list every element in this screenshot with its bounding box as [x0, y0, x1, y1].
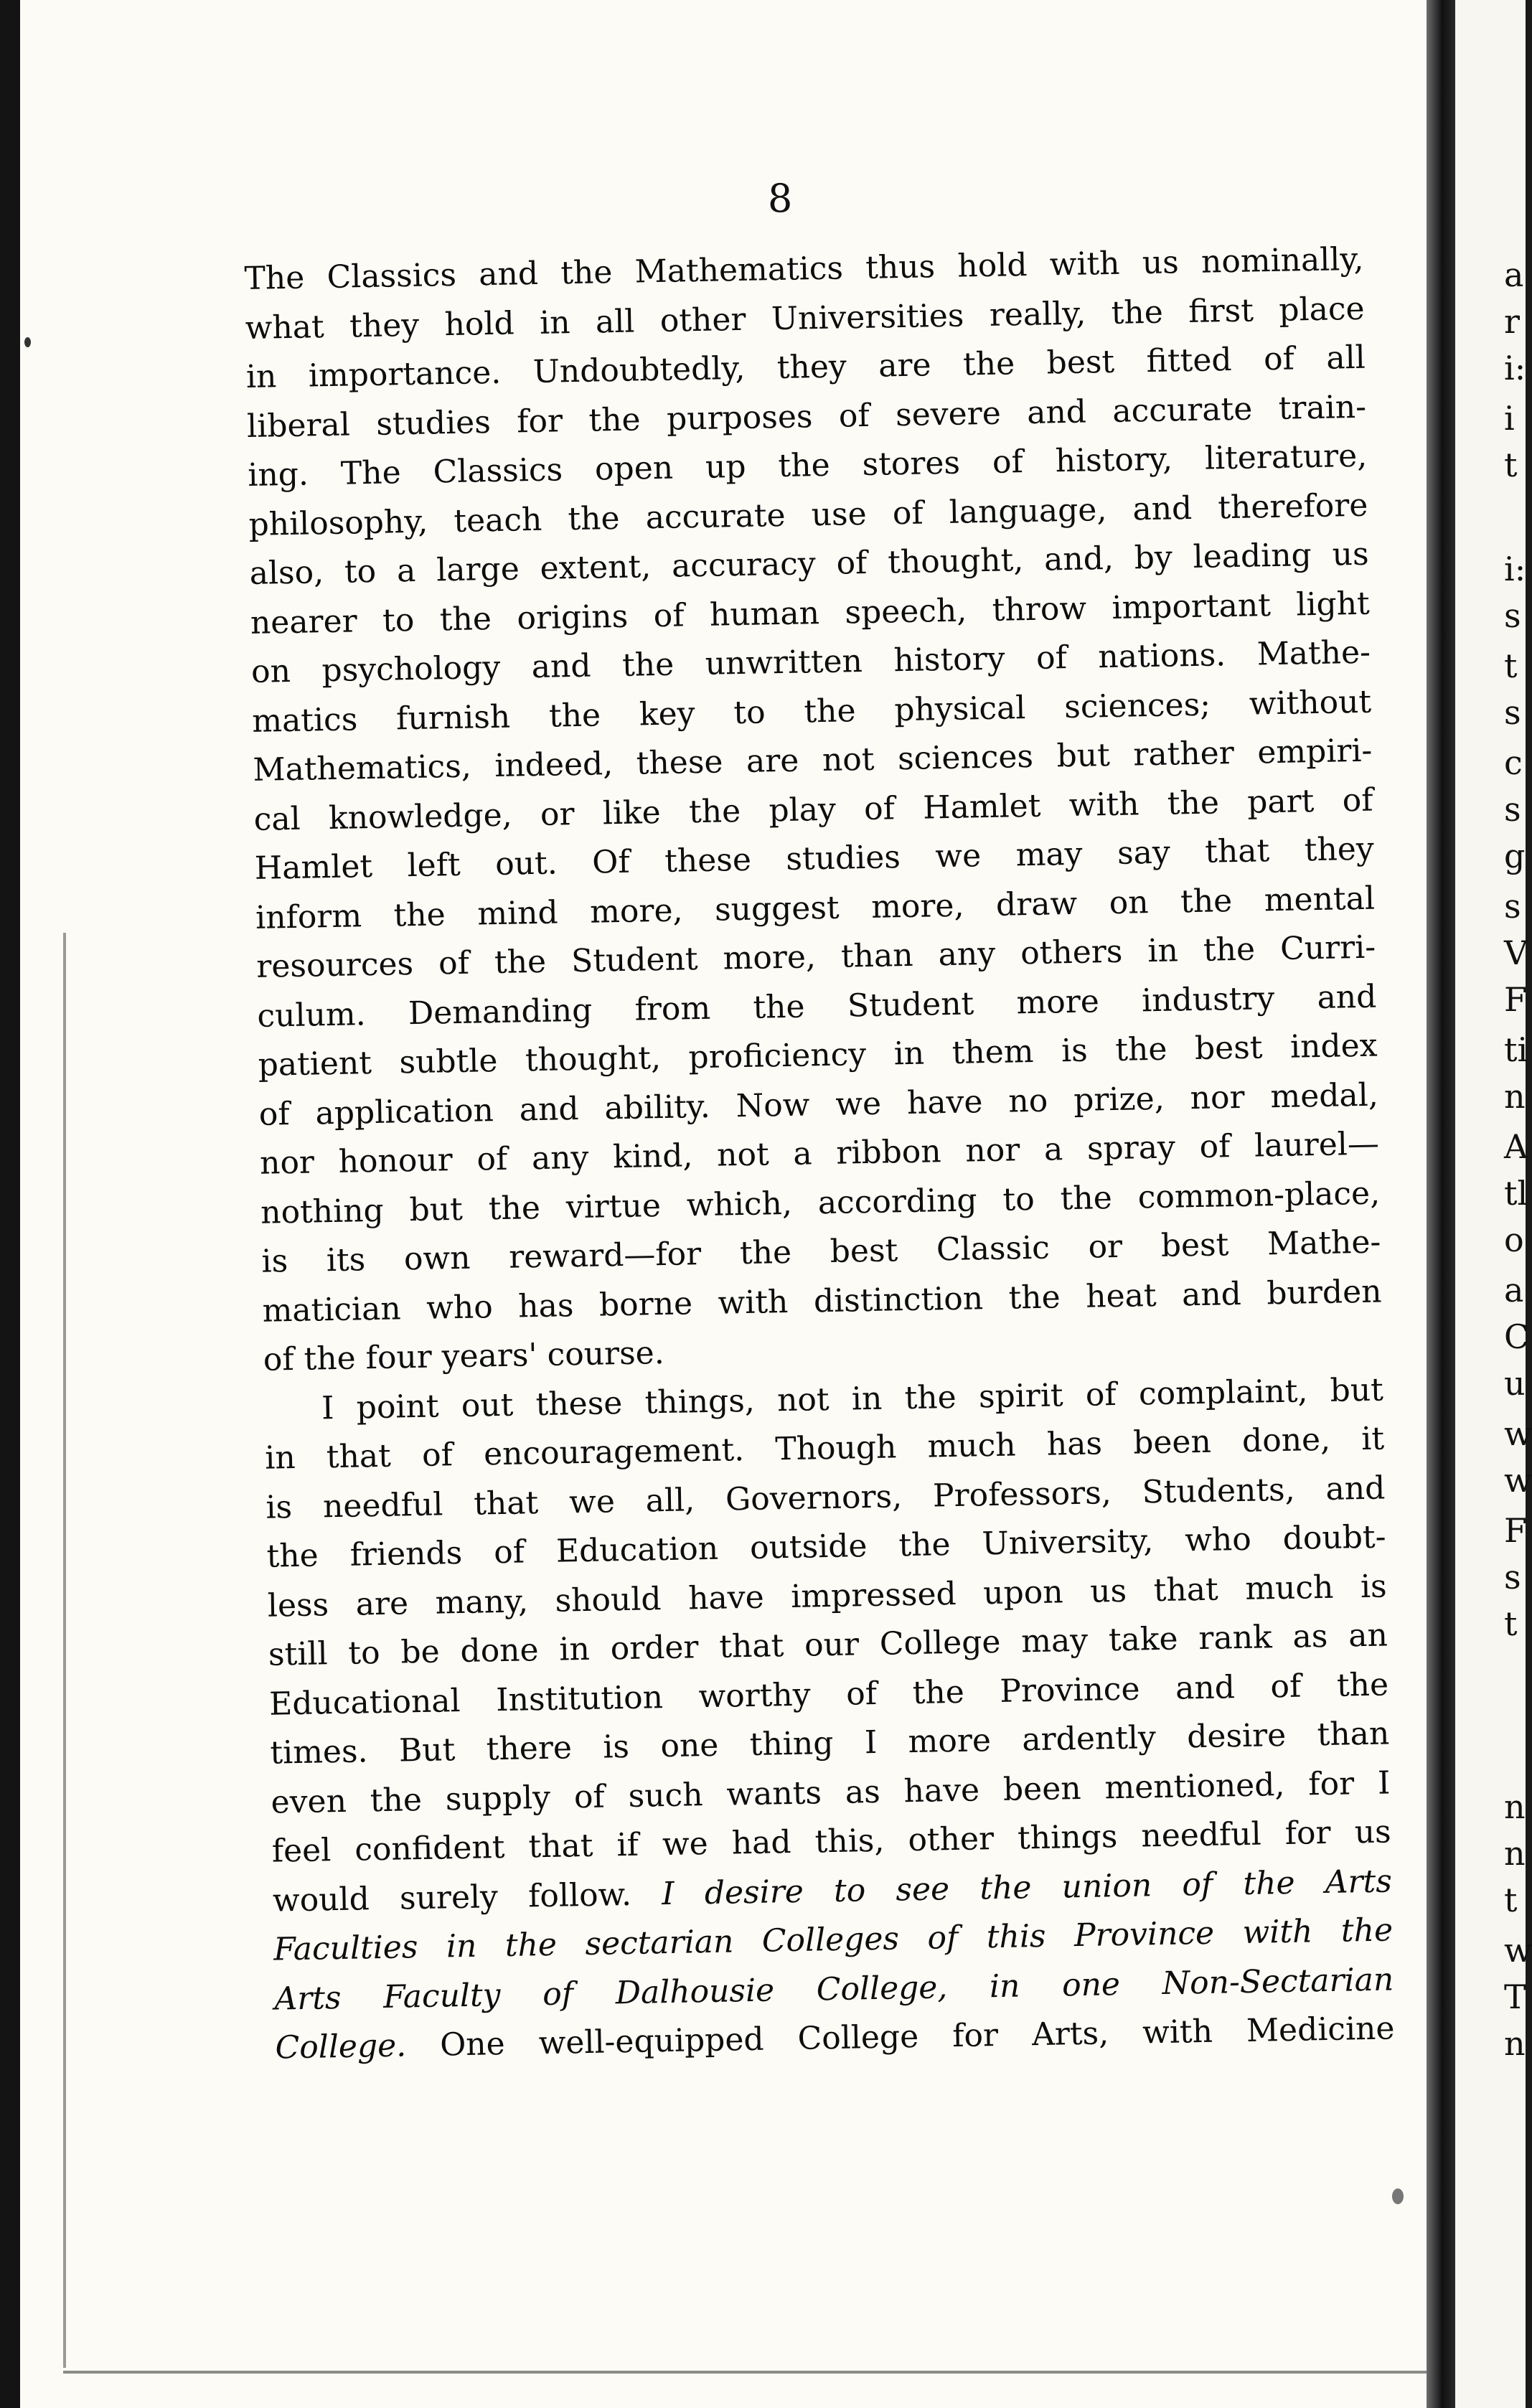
text-line: even the supply of such wants as have been mentioned, for I	[271, 1764, 1391, 1821]
italic-text: College.	[275, 2027, 407, 2066]
text-line: Arts Faculty of Dalhousie College, in one Non-Sectarian	[273, 1960, 1394, 2018]
facing-page-letter: w	[1504, 1461, 1532, 1500]
facing-page-letter: s	[1504, 596, 1521, 635]
facing-page-letter: s	[1504, 693, 1521, 732]
text-line: matics furnish the key to the physical sciences; without	[251, 683, 1372, 740]
text-line: in that of encouragement. Though much has been done, it	[264, 1420, 1385, 1477]
facing-page-letter: s	[1504, 1558, 1521, 1596]
page-number: 8	[768, 176, 793, 221]
text-line: Mathematics, indeed, these are not sciences but rather empiri-	[253, 732, 1373, 789]
facing-page-letter: n	[1504, 1077, 1526, 1116]
paragraph-2	[263, 1365, 1394, 2073]
text-line: The Classics and the Mathematics thus hold with us nominally,	[244, 240, 1364, 297]
facing-page-letter: s	[1504, 790, 1521, 829]
text-line: in importance. Undoubtedly, they are the best fitted of all	[245, 339, 1366, 395]
book-binding-gutter	[1427, 0, 1455, 2408]
text-line: of application and ability. Now we have no prize, nor medal,	[258, 1076, 1379, 1133]
text-line: the friends of Education outside the University, who doubt-	[266, 1518, 1386, 1575]
facing-page-letter: F	[1504, 980, 1527, 1019]
text-line: is needful that we all, Governors, Professors, Students, and	[265, 1469, 1386, 1526]
facing-page-letter: tl	[1504, 1174, 1528, 1213]
facing-page-letter: T	[1504, 1977, 1526, 2016]
facing-page-letter: i:	[1504, 349, 1526, 387]
facing-page-letter: i:	[1504, 550, 1526, 588]
text-line: Hamlet left out. Of these studies we may say that they	[254, 830, 1375, 887]
facing-page-letter: F	[1504, 1511, 1527, 1550]
text-line: resources of the Student more, than any others in the Curri-	[255, 928, 1376, 985]
facing-page-letter: a	[1504, 1271, 1524, 1309]
text-line: feel confident that if we had this, other things needful for us	[271, 1813, 1392, 1870]
body-text	[244, 235, 1395, 2073]
text-line: liberal studies for the purposes of severe and accurate train-	[246, 388, 1367, 445]
facing-page-letter: t	[1504, 446, 1518, 484]
text-line: nothing but the virtue which, according to the common-place,	[260, 1175, 1381, 1231]
text-line: less are many, should have impressed upon us that much is	[267, 1567, 1388, 1624]
text-line: patient subtle thought, proficiency in them is the best index	[258, 1027, 1378, 1083]
text-line: of the four years' course.	[263, 1335, 665, 1378]
facing-page-letter: t	[1504, 646, 1518, 685]
facing-page-letter: C	[1504, 1317, 1530, 1356]
facing-page-letter: ti	[1504, 1030, 1528, 1069]
ink-speck	[1392, 2188, 1404, 2204]
facing-page-letter: n	[1504, 1787, 1526, 1826]
facing-page-letter: i	[1504, 399, 1515, 438]
text-line: ing. The Classics open up the stores of history, literature,	[247, 437, 1368, 494]
facing-page-letter: g	[1504, 837, 1526, 875]
text-line: inform the mind more, suggest more, draw on the mental	[255, 880, 1376, 936]
text-line: nearer to the origins of human speech, throw important light	[250, 585, 1371, 641]
text-line: what they hold in all other Universities really, the first place	[245, 290, 1365, 347]
facing-page-letter: n	[1504, 1834, 1526, 1873]
text-line: nor honour of any kind, not a ribbon nor a spray of laurel—	[259, 1125, 1380, 1182]
facing-page-letter: A	[1504, 1127, 1528, 1166]
text-line: Educational Institution worthy of the Province and of the	[268, 1665, 1389, 1723]
text-line: I point out these things, not in the spirit of complaint, but	[321, 1371, 1384, 1426]
italic-text: I desire to see the union of the Arts	[661, 1862, 1393, 1912]
facing-page-letter: u	[1504, 1364, 1526, 1403]
ink-speck	[24, 337, 31, 347]
text-line: philosophy, teach the accurate use of language, and therefore	[248, 486, 1368, 543]
text-line: still to be done in order that our College may take rank as an	[268, 1617, 1388, 1673]
page-edge-bottom	[63, 2371, 1448, 2374]
paragraph-1	[244, 235, 1383, 1385]
facing-page-letter: r	[1504, 302, 1520, 341]
facing-page-letter: c	[1504, 743, 1523, 782]
text-line: matician who has borne with distinction the heat and burden	[262, 1273, 1382, 1330]
roman-text: One well-equipped College for Arts, with Medicine	[405, 2010, 1395, 2064]
facing-page-letter: o	[1504, 1221, 1524, 1259]
text-line: culum. Demanding from the Student more industry and	[257, 978, 1377, 1035]
facing-page-letter: s	[1504, 887, 1521, 926]
facing-page-fragment	[1455, 0, 1532, 2408]
facing-page-letter: t	[1504, 1604, 1518, 1643]
facing-page-letter: w	[1504, 1414, 1532, 1453]
facing-page-letter: n	[1504, 2024, 1526, 2063]
text-line: cal knowledge, or like the play of Hamlet with the part of	[253, 781, 1373, 838]
facing-page-letter: t	[1504, 1881, 1518, 1919]
facing-page-letter: a	[1504, 255, 1524, 294]
text-line: on psychology and the unwritten history of nations. Mathe-	[250, 634, 1371, 690]
text-line: Faculties in the sectarian Colleges of this Province with the	[273, 1911, 1394, 1968]
roman-text: would surely follow.	[272, 1875, 662, 1919]
text-line: also, to a large extent, accuracy of thought, and, by leading us	[249, 535, 1369, 592]
facing-page-letter: V	[1504, 933, 1528, 972]
page-edge-left	[63, 933, 66, 2368]
text-line: times. But there is one thing I more ardently desire than	[270, 1715, 1390, 1772]
text-line: is its own reward—for the best Classic or best Mathe-	[261, 1223, 1381, 1280]
facing-page-letter: w	[1504, 1931, 1532, 1970]
